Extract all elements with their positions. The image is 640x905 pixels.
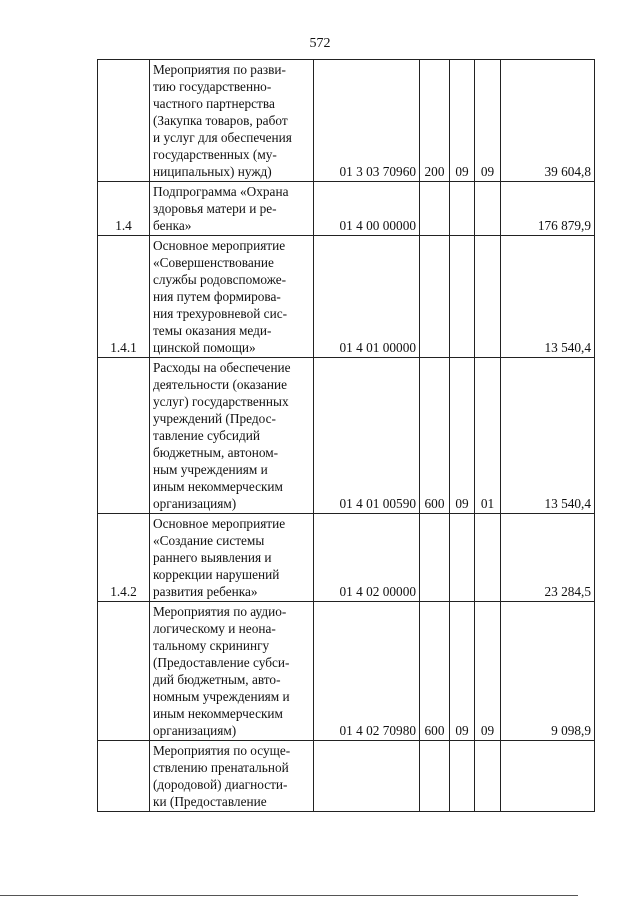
table-row: [98, 236, 595, 358]
section-code: 09: [450, 602, 475, 741]
target-article-code: 01 4 00 00000: [314, 182, 420, 236]
target-article-code: 01 4 02 00000: [314, 514, 420, 602]
row-number: [98, 358, 150, 514]
row-number: 1.4: [98, 182, 150, 236]
table-row: [98, 60, 595, 182]
row-number: 1.4.2: [98, 514, 150, 602]
target-article-code: 01 4 01 00590: [314, 358, 420, 514]
expense-type-code: 200: [420, 60, 450, 182]
expense-type-code: [420, 236, 450, 358]
amount: 23 284,5: [501, 514, 595, 602]
section-code: [450, 236, 475, 358]
row-title: Мероприятия по аудио- логическому и неона- тальному скринингу (Предоставление субси- дий бюджетным, авто- номным учреждениям и иным некоммерческим организациям): [150, 602, 314, 741]
amount: [501, 741, 595, 812]
table-row: [98, 358, 595, 514]
subsection-code: [475, 514, 501, 602]
target-article-code: 01 4 01 00000: [314, 236, 420, 358]
row-title: Основное мероприятие «Совершенствование службы родовспоможе- ния путем формирова- ния трехуровневой сис- темы оказания меди- цинской помощи»: [150, 236, 314, 358]
row-title: Подпрограмма «Охрана здоровья матери и ре- бенка»: [150, 182, 314, 236]
subsection-code: 09: [475, 602, 501, 741]
amount: 13 540,4: [501, 236, 595, 358]
amount: 9 098,9: [501, 602, 595, 741]
target-article-code: [314, 741, 420, 812]
section-code: [450, 182, 475, 236]
section-code: [450, 514, 475, 602]
section-code: 09: [450, 60, 475, 182]
table-row: [98, 182, 595, 236]
section-code: 09: [450, 358, 475, 514]
target-article-code: 01 4 02 70980: [314, 602, 420, 741]
row-title: Мероприятия по разви- тию государственно- частного партнерства (Закупка товаров, работ и услуг для обеспечения государственных (му- ниципальных) нужд): [150, 60, 314, 182]
footer-rule: [0, 895, 578, 896]
expense-type-code: 600: [420, 602, 450, 741]
table-row: [98, 602, 595, 741]
amount: 39 604,8: [501, 60, 595, 182]
row-title: Расходы на обеспечение деятельности (оказание услуг) государственных учреждений (Предос- тавление субсидий бюджетным, автоном- ным учреждениям и иным некоммерческим организациям): [150, 358, 314, 514]
table-row: [98, 741, 595, 812]
target-article-code: 01 3 03 70960: [314, 60, 420, 182]
section-code: [450, 741, 475, 812]
expense-type-code: [420, 514, 450, 602]
row-number: [98, 741, 150, 812]
row-number: [98, 60, 150, 182]
subsection-code: 01: [475, 358, 501, 514]
row-number: 1.4.1: [98, 236, 150, 358]
budget-table: [97, 59, 595, 812]
row-title: Мероприятия по осуще- ствлению пренатальной (дородовой) диагности- ки (Предоставление: [150, 741, 314, 812]
row-number: [98, 602, 150, 741]
amount: 176 879,9: [501, 182, 595, 236]
subsection-code: [475, 741, 501, 812]
row-title: Основное мероприятие «Создание системы раннего выявления и коррекции нарушений развития ребенка»: [150, 514, 314, 602]
table-row: [98, 514, 595, 602]
page-number: 572: [309, 36, 331, 51]
subsection-code: [475, 182, 501, 236]
subsection-code: 09: [475, 60, 501, 182]
amount: 13 540,4: [501, 358, 595, 514]
expense-type-code: [420, 182, 450, 236]
subsection-code: [475, 236, 501, 358]
expense-type-code: 600: [420, 358, 450, 514]
expense-type-code: [420, 741, 450, 812]
